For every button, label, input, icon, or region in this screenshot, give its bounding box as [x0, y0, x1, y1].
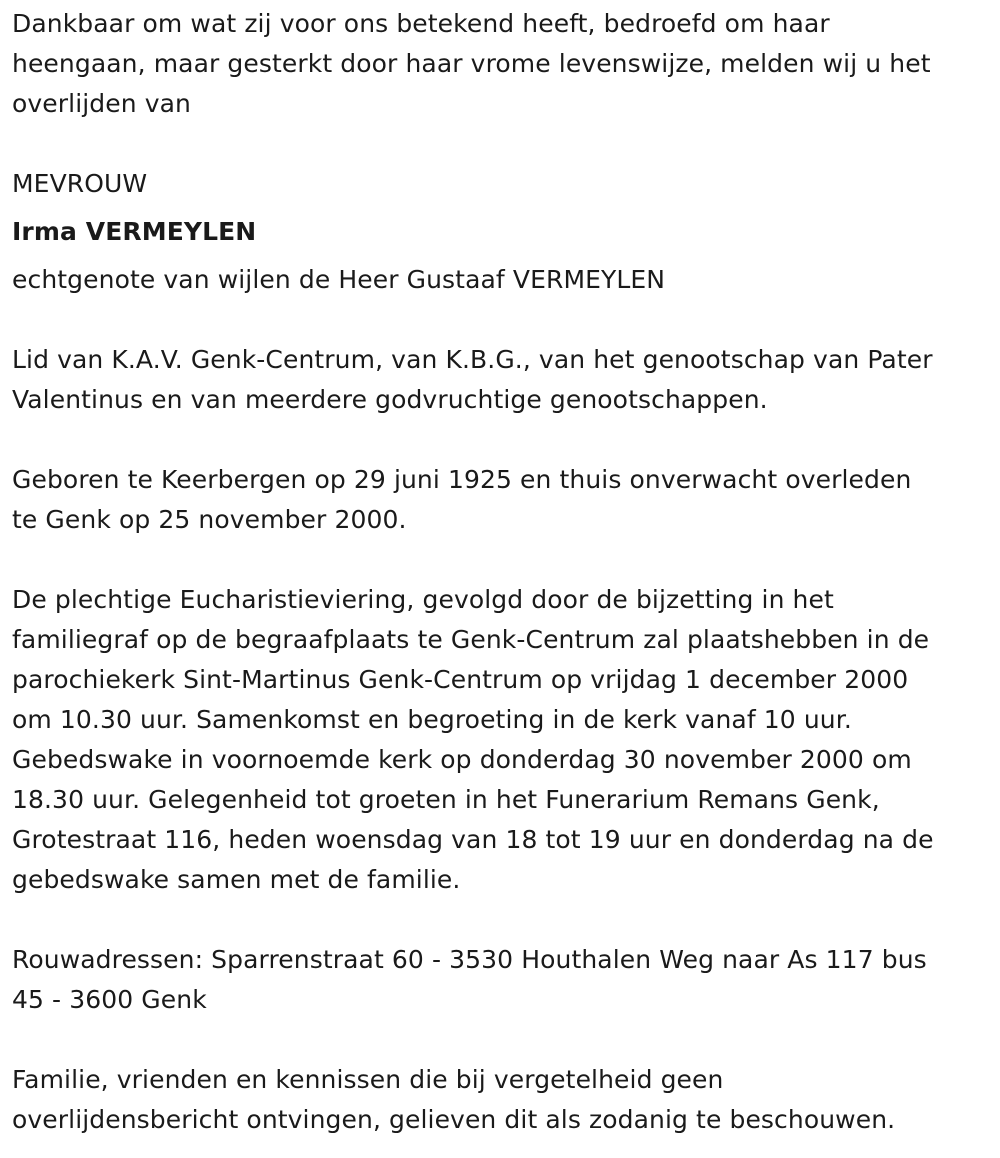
ceremony-line: parochiekerk Sint-Martinus Genk-Centrum op vrijdag 1 december 2000: [12, 665, 909, 694]
membership-line: Valentinus en van meerdere godvruchtige genootschappen.: [12, 385, 768, 414]
ceremony-line: Grotestraat 116, heden woensdag van 18 tot 19 uur en donderdag na de: [12, 825, 934, 854]
birth-death-line: te Genk op 25 november 2000.: [12, 505, 407, 534]
honorific-title: MEVROUW: [12, 169, 148, 198]
closing-line: Familie, vrienden en kennissen die bij vergetelheid geen: [12, 1065, 724, 1094]
membership-line: Lid van K.A.V. Genk-Centrum, van K.B.G., van het genootschap van Pater: [12, 345, 933, 374]
ceremony-line: 18.30 uur. Gelegenheid tot groeten in het Funerarium Remans Genk,: [12, 785, 880, 814]
closing-line: overlijdensbericht ontvingen, gelieven dit als zodanig te beschouwen.: [12, 1105, 896, 1134]
ceremony-line: De plechtige Eucharistieviering, gevolgd door de bijzetting in het: [12, 585, 834, 614]
addresses-paragraph: [12, 940, 987, 1020]
spouse-line: echtgenote van wijlen de Heer Gustaaf VERMEYLEN: [12, 265, 666, 294]
ceremony-paragraph: [12, 580, 987, 900]
addresses-line: 45 - 3600 Genk: [12, 985, 207, 1014]
obituary-notice: [12, 4, 987, 1140]
membership-paragraph: [12, 340, 987, 420]
birth-death-line: Geboren te Keerbergen op 29 juni 1925 en thuis onverwacht overleden: [12, 465, 912, 494]
ceremony-line: gebedswake samen met de familie.: [12, 865, 461, 894]
birth-death-paragraph: [12, 460, 987, 540]
intro-line: heengaan, maar gesterkt door haar vrome levenswijze, melden wij u het: [12, 49, 931, 78]
intro-paragraph: [12, 4, 987, 124]
addresses-line: Rouwadressen: Sparrenstraat 60 - 3530 Houthalen Weg naar As 117 bus: [12, 945, 927, 974]
ceremony-line: familiegraf op de begraafplaats te Genk-Centrum zal plaatshebben in de: [12, 625, 930, 654]
deceased-name: Irma VERMEYLEN: [12, 217, 257, 246]
intro-line: overlijden van: [12, 89, 191, 118]
ceremony-line: Gebedswake in voornoemde kerk op donderdag 30 november 2000 om: [12, 745, 912, 774]
intro-line: Dankbaar om wat zij voor ons betekend heeft, bedroefd om haar: [12, 9, 830, 38]
closing-paragraph: [12, 1060, 987, 1140]
ceremony-line: om 10.30 uur. Samenkomst en begroeting in de kerk vanaf 10 uur.: [12, 705, 852, 734]
